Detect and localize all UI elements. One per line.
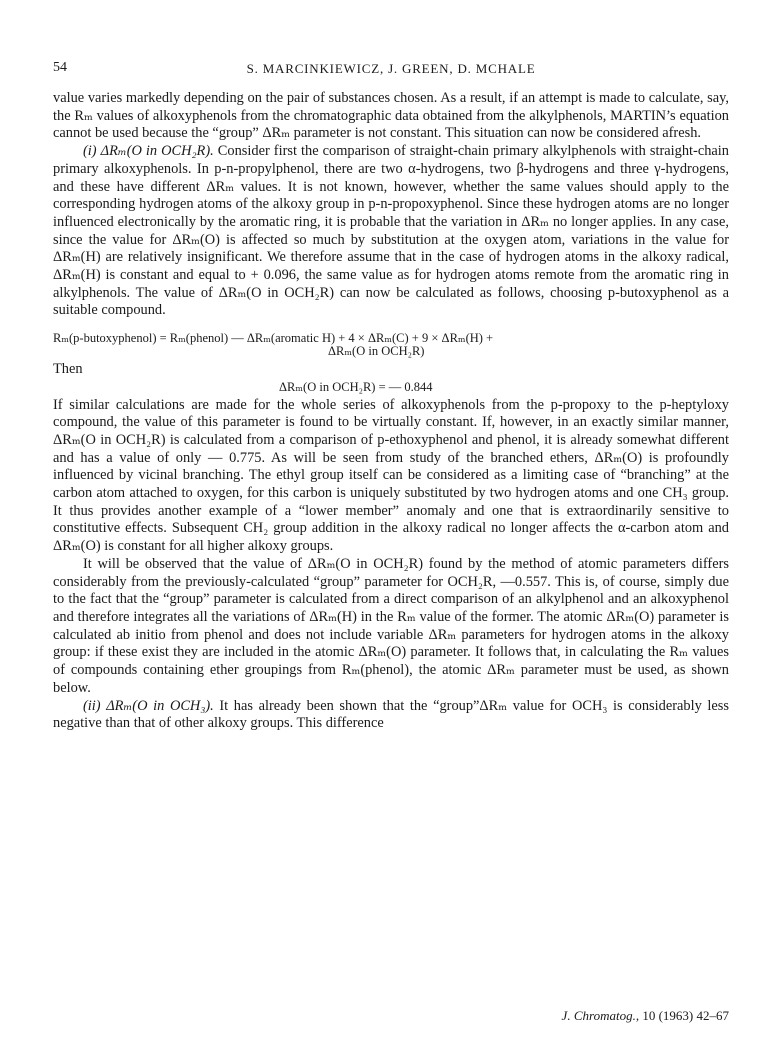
then-label: Then bbox=[53, 361, 83, 378]
paragraph-atomic-parameters: It will be observed that the value of ΔRₘ(O in OCH₂R) found by the method of atomic parameters differs considerably from the previously-calculated “group” parameter for OCH₂R, —0.557. This is, of course, simply due to the fact that the “group” parameter is calculated from a direct comparison of an alkylphenol and an alkoxyphenol and therefore integrates all the variations of ΔRₘ(H) in the Rₘ value of the former. The atomic ΔRₘ(O) parameter is calculated ab initio from phenol and does not include variable ΔRₘ parameters for hydrogen atoms in the alkoxy group: if these exist they are included in the atomic ΔRₘ(O) parameter. It follows that, in calculating the Rₘ values of compounds containing ether groupings from Rₘ(phenol), the atomic ΔRₘ parameter must be used, as shown below. bbox=[53, 555, 729, 696]
paragraph-o-in-och2r bbox=[53, 143, 729, 320]
equation-line-1: Rₘ(p-butoxyphenol) = Rₘ(phenol) — ΔRₘ(aromatic H) + 4 × ΔRₘ(C) + 9 × ΔRₘ(H) + bbox=[53, 331, 494, 346]
page-number: 54 bbox=[53, 60, 67, 75]
equation-result: ΔRₘ(O in OCH₂R) = — 0.844 bbox=[279, 379, 433, 394]
paragraph-o-in-och3-text: It has already been shown that the “group”ΔRₘ value for OCH₃ is considerably less negative than that of other alkoxy groups. This difference bbox=[53, 697, 730, 732]
equation-butoxyphenol bbox=[53, 331, 729, 361]
running-head-authors: S. MARCINKIEWICZ, J. GREEN, D. MCHALE bbox=[246, 61, 536, 76]
paragraph-intro: value varies markedly depending on the pair of substances chosen. As a result, if an attempt is made to calculate, say, the Rₘ values of alkoxyphenols from the chromatographic data obtained from the alkylphenols, MARTIN’s equation cannot be used because the “group” ΔRₘ parameter is not constant. This situation can now be considered afresh. bbox=[53, 90, 729, 142]
paragraph-o-in-och2r-text: Consider first the comparison of straight-chain primary alkylphenols with straight-chain primary alkoxyphenols. In p-n-propylphenol, there are two α-hydrogens, two β-hydrogens and three γ-hydrogens, and these have different ΔRₘ values. It is not known, however, whether the same values should apply to the corresponding hydrogen atoms of the alkoxy group in p-n-propoxyphenol. Since these hydrogen atoms are no longer influenced electronically by the aromatic ring, it is probable that the variation in ΔRₘ no longer applies. In any case, since the value for ΔRₘ(O) is affected so much by substitution at the oxygen atom, variations in the value for ΔRₘ(H) are relatively insignificant. We therefore assume that in the case of hydrogen atoms in the alkoxy radical, ΔRₘ(H) is constant and equal to + 0.096, the same value as for hydrogen atoms remote from the aromatic ring in alkylphenols. The value of ΔRₘ(O in OCH₂R) can now be calculated as follows, choosing p-butoxyphenol as a suitable compound. bbox=[53, 143, 729, 319]
running-head bbox=[53, 60, 729, 80]
paragraph-o-in-och3 bbox=[53, 698, 729, 733]
journal-volume-pages: 10 (1963) 42–67 bbox=[639, 1008, 729, 1023]
journal-name: J. Chromatog., bbox=[561, 1008, 640, 1023]
equation-line-2: ΔRₘ(O in OCH₂R) bbox=[328, 344, 425, 359]
journal-citation bbox=[562, 1008, 729, 1024]
section-heading-ii: (ii) ΔRₘ(O in OCH₃). bbox=[83, 697, 214, 714]
article-body bbox=[53, 90, 729, 733]
paragraph-alkoxy-series: If similar calculations are made for the whole series of alkoxyphenols from the p-propoxy to the p-heptyloxy compound, the value of this parameter is found to be virtually constant. If, however, in an exactly similar manner, ΔRₘ(O in OCH₂R) is calculated from a comparison of p-ethoxyphenol and phenol, it is already somewhat different and has a value of only — 0.775. As will be seen from study of the branched ethers, ΔRₘ(O) is profoundly influenced by vicinal branching. The ethyl group itself can be considered as a limiting case of “branching” at the carbon atom attached to oxygen, for this carbon is uniquely substituted by two hydrogen atoms and one CH₃ group. It thus provides another example of a “lower member” anomaly and one that is extraordinarily sensitive to constitutive effects. Subsequent CH₂ group addition in the alkoxy radical no longer affects the α-carbon atom and ΔRₘ(O) is constant for all higher alkoxy groups. bbox=[53, 396, 729, 555]
section-heading-i: (i) ΔRₘ(O in OCH₂R). bbox=[83, 143, 214, 160]
